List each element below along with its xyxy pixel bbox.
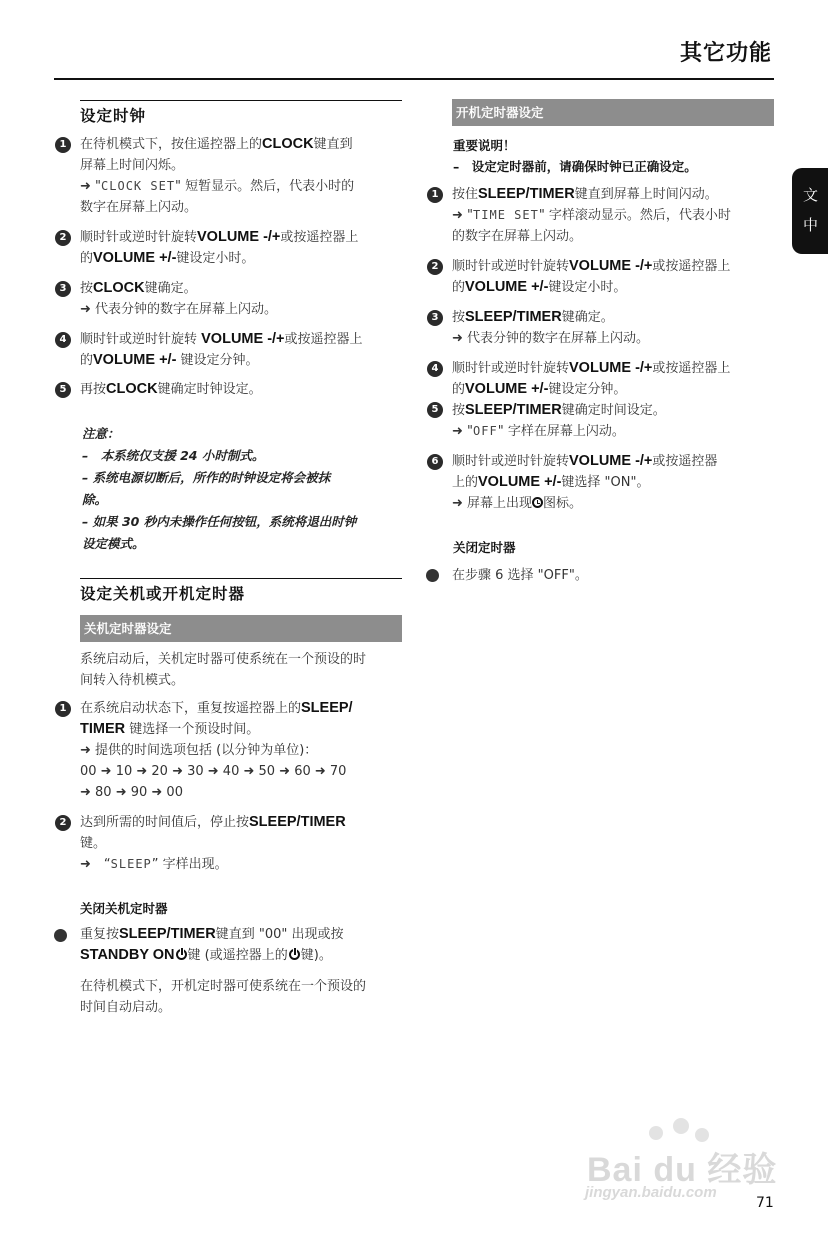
paw-icon-toe <box>649 1126 663 1140</box>
sleep-step-2: 达到所需的时间值后，停止按SLEEP/TIMER 键。 ➜ “SLEEP” 字样出现。 <box>80 814 346 872</box>
set-clock-step-2: 顺时针或逆时针旋转VOLUME -/+或按遥控器上 的VOLUME +/-键设定小时。 <box>80 229 359 266</box>
wake-step-4: 顺时针或逆时针旋转VOLUME -/+或按遥控器上 的VOLUME +/-键设定分钟。 <box>452 360 731 397</box>
power-icon <box>289 949 300 960</box>
note-line: – 本系统仅支援 24 小时制式。 <box>82 448 265 463</box>
lang-tab-char-2: 中 <box>803 216 819 234</box>
set-clock-step-1: 在待机模式下，按住遥控器上的CLOCK键直到 屏幕上时间闪烁。 ➜ "CLOCK SET" 短暂显示。然后，代表小时的 数字在屏幕上闪动。 <box>80 136 355 215</box>
sleep-off-heading: 关闭关机定时器 <box>80 901 168 916</box>
set-clock-rule <box>80 100 402 101</box>
step-number-badge: 4 <box>427 361 443 377</box>
note-title: 注意： <box>82 426 120 441</box>
wake-step-2: 顺时针或逆时针旋转VOLUME -/+或按遥控器上 的VOLUME +/-键设定小时。 <box>452 258 731 295</box>
wake-step-6: 顺时针或逆时针旋转VOLUME -/+或按遥控器 上的VOLUME +/-键选择 "ON"。 ➜ 屏幕上出现 图标。 <box>452 453 718 511</box>
paw-icon <box>673 1118 689 1134</box>
wake-off-heading: 关闭定时器 <box>453 540 516 555</box>
step-number-badge: 2 <box>427 259 443 275</box>
step-number-badge: 4 <box>55 332 71 348</box>
timer-rule <box>80 578 402 579</box>
page-number: 71 <box>756 1195 774 1211</box>
paw-icon-toe <box>695 1128 709 1142</box>
note-line: – 系统电源切断后，所作的时钟设定将会被抹 <box>82 470 331 485</box>
note-line: 设定模式。 <box>82 536 145 551</box>
page-title: 其它功能 <box>679 41 772 66</box>
step-number-badge: 1 <box>55 701 71 717</box>
important-title: 重要说明！ <box>453 138 516 153</box>
step-number-badge: 2 <box>55 230 71 246</box>
sleep-intro: 系统启动后，关机定时器可使系统在一个预设的时 间转入待机模式。 <box>80 652 367 688</box>
note-line: 除。 <box>82 492 108 507</box>
step-number-badge: 3 <box>55 281 71 297</box>
step-number-badge: 5 <box>427 402 443 418</box>
bullet-dot <box>54 929 67 942</box>
display-text: SLEEP <box>110 857 152 871</box>
power-icon <box>176 949 187 960</box>
watermark-text: Bai du 经验 <box>587 1151 778 1189</box>
sleep-timer-box: 关机定时器设定 <box>80 615 402 642</box>
step-number-badge: 1 <box>427 187 443 203</box>
display-text: CLOCK SET <box>101 179 176 193</box>
step-number-badge: 6 <box>427 454 443 470</box>
wake-step-1: 按住SLEEP/TIMER键直到屏幕上时间闪动。 ➜ "TIME SET" 字样滚动显示。然后，代表小时 的数字在屏幕上闪动。 <box>452 186 731 244</box>
set-clock-step-5: 再按CLOCK键确定时钟设定。 <box>80 381 262 397</box>
watermark-url: jingyan.baidu.com <box>585 1184 717 1201</box>
set-clock-heading: 设定时钟 <box>80 107 147 125</box>
step-number-badge: 5 <box>55 382 71 398</box>
step-number-badge: 3 <box>427 310 443 326</box>
step-number-badge: 1 <box>55 137 71 153</box>
note-line: – 如果 30 秒内未操作任何按钮，系统将退出时钟 <box>82 514 357 529</box>
wake-step-3: 按SLEEP/TIMER键确定。 ➜ 代表分钟的数字在屏幕上闪动。 <box>452 309 650 346</box>
sleep-off-text: 重复按SLEEP/TIMER键直到 "00" 出现或按 STANDBY ON 键 (或遥控器上的 键)。 <box>80 926 344 963</box>
header-rule <box>54 78 774 80</box>
timer-clock-icon <box>532 497 543 508</box>
important-text: – 设定定时器前，请确保时钟已正确设定。 <box>453 159 697 174</box>
sleep-step-1: 在系统启动状态下，重复按遥控器上的SLEEP/ TIMER 键选择一个预设时间。 ➜ 提供的时间选项包括 (以分钟为单位)： 00 ➜ 10 ➜ 20 ➜ 30 ➜ 40 ➜ 50 ➜ 60 ➜ 70 ➜ 80 ➜ 90 ➜ 00 <box>80 700 353 800</box>
wake-intro: 在待机模式下，开机定时器可使系统在一个预设的 时间自动启动。 <box>80 979 367 1015</box>
note-block <box>82 423 356 555</box>
lang-tab-char-1: 文 <box>803 186 819 204</box>
language-tab <box>792 168 828 254</box>
bullet-dot <box>426 569 439 582</box>
baidu-watermark <box>585 1118 780 1208</box>
display-text: TIME SET <box>473 208 539 222</box>
set-clock-step-3: 按CLOCK键确定。 ➜ 代表分钟的数字在屏幕上闪动。 <box>80 280 278 317</box>
wake-step-5: 按SLEEP/TIMER键确定时间设定。 ➜ "OFF" 字样在屏幕上闪动。 <box>452 402 666 439</box>
set-clock-step-4: 顺时针或逆时针旋转 VOLUME -/+或按遥控器上 的VOLUME +/- 键设定分钟。 <box>80 331 363 368</box>
step-number-badge: 2 <box>55 815 71 831</box>
timer-heading: 设定关机或开机定时器 <box>80 585 246 603</box>
display-text: OFF <box>473 424 498 438</box>
wake-off-text: 在步骤 6 选择 "OFF"。 <box>452 568 588 583</box>
wake-timer-box: 开机定时器设定 <box>452 99 774 126</box>
